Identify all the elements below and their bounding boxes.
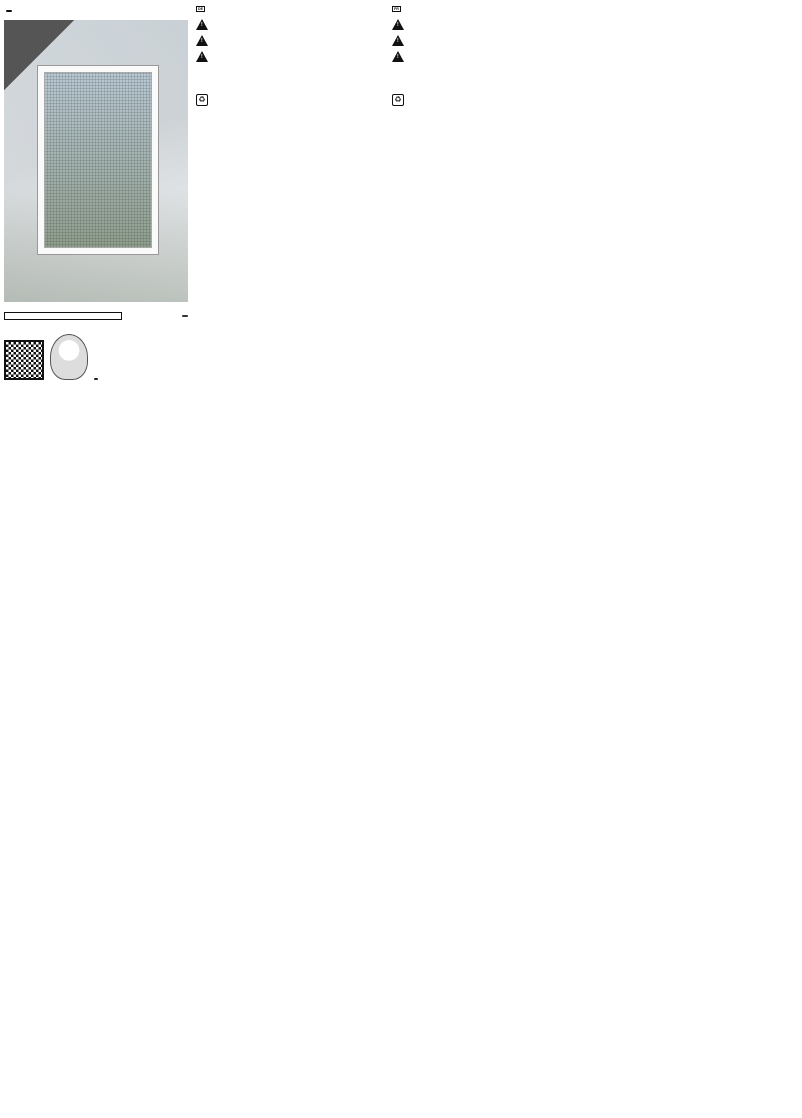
mascot-icon xyxy=(50,334,88,380)
brand-sub xyxy=(6,10,12,12)
list-item xyxy=(202,72,386,78)
qr-code[interactable] xyxy=(4,340,44,380)
list-item xyxy=(202,66,386,72)
ian-country-codes xyxy=(182,315,188,317)
german-column xyxy=(196,6,386,1112)
fr-s6-list xyxy=(398,66,584,90)
warning-icon xyxy=(196,51,208,62)
list-item xyxy=(202,78,386,84)
lang-tag-fr: FR xyxy=(394,7,399,11)
insect-screen-image xyxy=(38,66,158,254)
warning-icon xyxy=(392,19,404,30)
ian-number xyxy=(4,312,122,320)
warning-icon xyxy=(392,51,404,62)
product-photo xyxy=(4,20,188,302)
list-item xyxy=(398,84,584,90)
lang-tag-de: DE xyxy=(198,7,203,11)
recycle-icon: ♻ xyxy=(196,94,208,106)
recycle-icon: ♻ xyxy=(392,94,404,106)
list-item xyxy=(398,66,584,72)
ian-block xyxy=(4,312,188,320)
list-item xyxy=(398,72,584,78)
brand-logo xyxy=(4,10,188,12)
smart-badge xyxy=(94,378,98,380)
de-s6-list xyxy=(202,66,386,90)
qr-section xyxy=(4,334,188,380)
list-item xyxy=(398,78,584,84)
warning-icon xyxy=(392,35,404,46)
french-column xyxy=(392,6,584,110)
warning-icon xyxy=(196,19,208,30)
cover-column xyxy=(4,6,188,1112)
list-item xyxy=(202,84,386,90)
warning-icon xyxy=(196,35,208,46)
